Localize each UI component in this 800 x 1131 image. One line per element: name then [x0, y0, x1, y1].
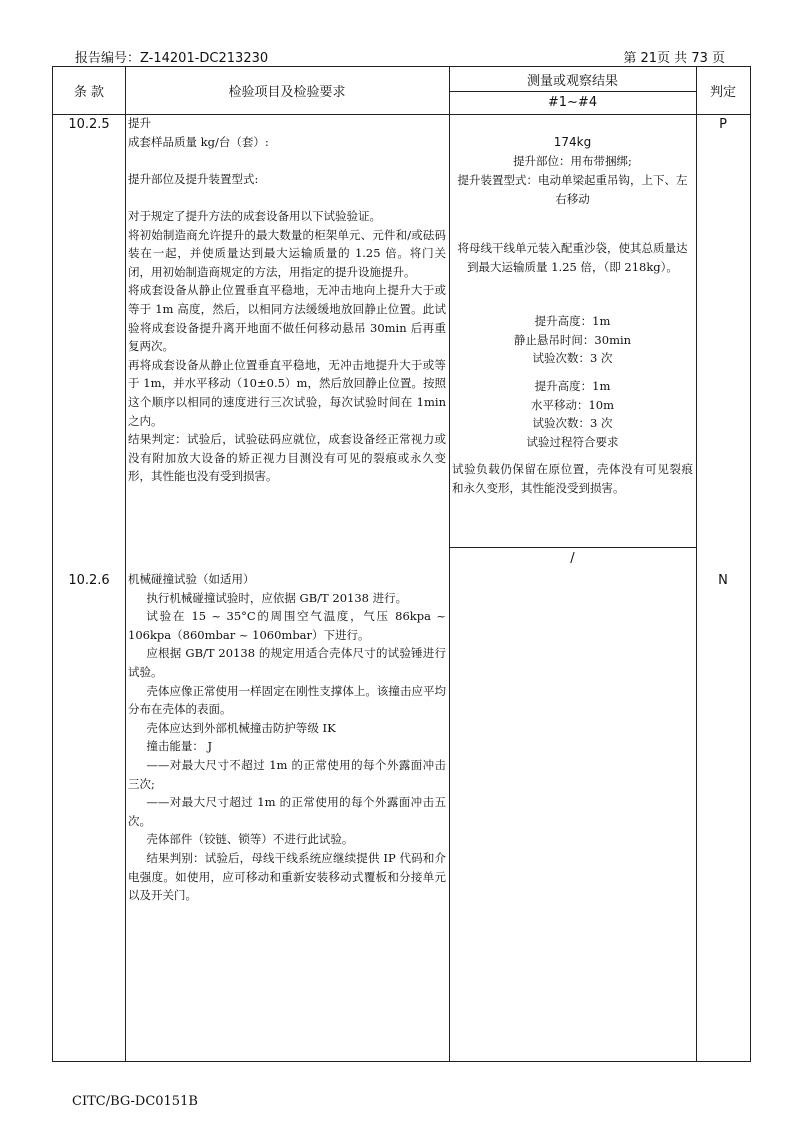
requirement-text: 结果判别：试验后，母线干线系统应继续提供 IP 代码和介电强度。如使用，应可移动和重新安装移动式覆板和分接单元以及开关门。 [128, 850, 446, 903]
result-lift-device: 提升装置型式：电动单梁起重吊钩，上下、左右移动 [457, 173, 688, 206]
header-item: 检验项目及检验要求 [228, 85, 346, 100]
result-na: / [570, 550, 575, 566]
header-clause: 条 款 [73, 85, 105, 100]
requirement-title: 机械碰撞试验（如适用） [128, 572, 255, 586]
requirement-text: 成套样品质量 kg/台（套）: [128, 134, 269, 149]
requirement-text: 壳体部件（铰链、锁等）不进行此试验。 [146, 832, 354, 847]
result-line: 试验次数：3 次 [532, 416, 613, 431]
requirements-10-2-5 [128, 114, 446, 486]
result-line: 试验次数：3 次 [532, 351, 613, 366]
col-divider [696, 67, 697, 1061]
result-line: 静止悬吊时间：30min [513, 332, 632, 347]
requirement-text: 提升部位及提升装置型式: [128, 171, 259, 186]
result-line: 提升高度：1m [534, 314, 611, 328]
form-code: CITC/BG-DC0151B [72, 1094, 198, 1109]
requirements-10-2-6 [128, 570, 446, 905]
result-test-2 [452, 377, 693, 451]
result-mass: 174kg [553, 135, 592, 149]
requirement-title: 提升 [128, 116, 151, 130]
spacer [128, 188, 446, 207]
requirement-text: ——对最大尺寸不超过 1m 的正常使用的每个外露面冲击三次; [128, 757, 446, 791]
requirement-text: 将初始制造商允许提升的最大数量的柜架单元、元件和/或砝码装在一起，并使质量达到最大运输质量的 1.25 倍。将门关闭，用初始制造商规定的方法，用指定的提升设施提升。 [128, 227, 446, 279]
result-lift-position: 提升部位：用布带捆绑; [513, 154, 632, 168]
requirement-text: ——对最大尺寸超过 1m 的正常使用的每个外露面冲击五次。 [128, 795, 446, 828]
header-result: 测量或观察结果 [526, 73, 618, 89]
clause-number: 10.2.5 [68, 116, 110, 132]
verdict: P [719, 116, 727, 132]
requirement-text: 应根据 GB/T 20138 的规定用适合壳体尺寸的试验锤进行试验。 [128, 646, 446, 679]
requirement-text: 壳体应达到外部机械撞击防护等级 IK [146, 720, 336, 735]
requirement-text: 壳体应像正常使用一样固定在刚性支撑体上。该撞击应平均分布在壳体的表面。 [128, 683, 446, 717]
inspection-table [52, 66, 751, 1062]
result-load-note: 将母线干线单元装入配重沙袋，使其总质量达到最大运输质量 1.25 倍，（即 218kg）。 [457, 241, 688, 274]
col-divider [125, 67, 126, 1061]
result-conclusion: 试验负载仍保留在原位置，壳体没有可见裂痕和永久变形，其性能没受到损害。 [452, 462, 693, 495]
spacer [128, 151, 446, 170]
requirement-text: 试验在 15 ~ 35°C的周围空气温度，气压 86kpa ~ 106kpa（860mbar ~ 1060mbar）下进行。 [128, 609, 446, 642]
result-test-1 [452, 312, 693, 368]
verdict: N [718, 572, 728, 588]
header-verdict: 判定 [709, 85, 736, 100]
clause-number: 10.2.6 [68, 572, 110, 588]
result-line: 水平移动：10m [530, 397, 615, 412]
requirement-text: 再将成套设备从静止位置垂直平稳地，无冲击地提升大于或等于 1m，并水平移动（10±0.5）m，然后放回静止位置。按照这个顺序以相同的速度进行三次试验，每次试验时间在 1min 之内。 [128, 357, 446, 428]
requirement-text: 结果判定：试验后，试验砝码应就位，成套设备经正常视力或没有附加放大设备的矫正视力目测没有可见的裂痕或永久变形，其性能也没有受到损害。 [128, 432, 446, 484]
report-number: 报告编号：Z-14201-DC213230 [75, 51, 269, 66]
result-line: 提升高度：1m [534, 379, 611, 393]
page-info: 第 21页 共 73 页 [623, 51, 725, 66]
requirement-text: 对于规定了提升方法的成套设备用以下试验验证。 [128, 208, 381, 223]
requirement-text: 撞击能量： J [146, 739, 213, 754]
result-line: 试验过程符合要求 [526, 434, 619, 449]
header-result-sub: #1~#4 [547, 95, 598, 110]
requirement-text: 将成套设备从静止位置垂直平稳地，无冲击地向上提升大于或等于 1m 高度，然后，以相同方法缓缓地放回静止位置。此试验将成套设备提升离开地面不做任何移动悬吊 30min 后再重复两次。 [128, 283, 446, 354]
requirement-text: 执行机械碰撞试验时，应依据 GB/T 20138 进行。 [146, 590, 408, 605]
